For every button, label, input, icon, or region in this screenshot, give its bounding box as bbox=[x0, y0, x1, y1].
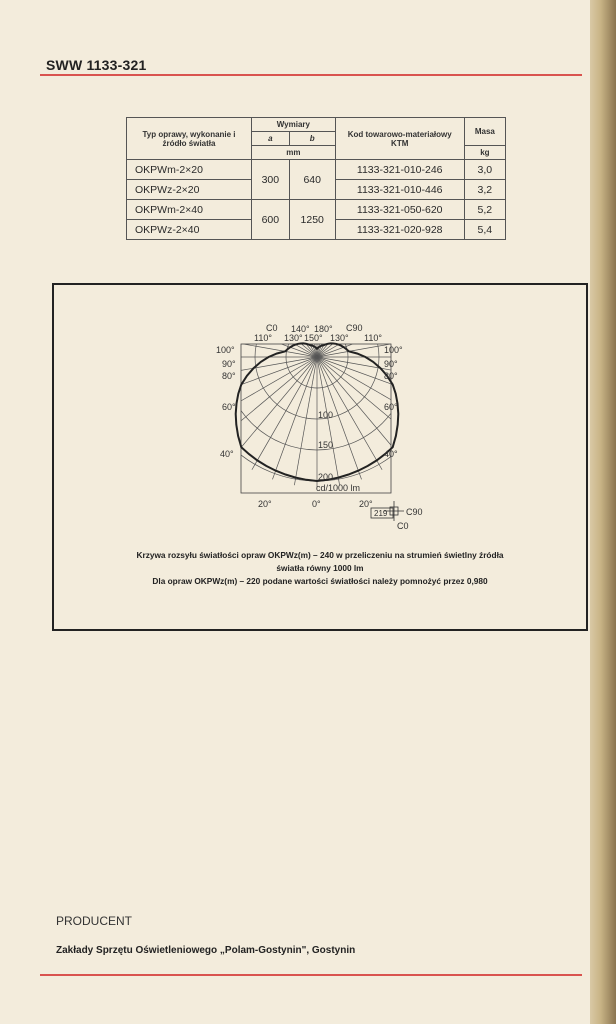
table-row bbox=[127, 160, 506, 180]
angle-label: 110° bbox=[364, 333, 382, 343]
cell-a: 600 bbox=[252, 200, 290, 240]
col-header-mass-unit: kg bbox=[464, 146, 505, 160]
col-header-mass: Masa bbox=[464, 118, 505, 146]
col-header-dim-unit: mm bbox=[252, 146, 336, 160]
caption-line: światła równy 1000 lm bbox=[276, 563, 364, 573]
cell-code: 1133-321-010-446 bbox=[335, 180, 464, 200]
unit-label: cd/1000 lm bbox=[316, 483, 361, 493]
angle-label: 20° bbox=[359, 499, 373, 509]
col-header-dimensions: Wymiary bbox=[252, 118, 336, 132]
angle-label: 90° bbox=[384, 359, 398, 369]
angle-label: 130° bbox=[284, 333, 303, 343]
cell-mass: 3,2 bbox=[464, 180, 505, 200]
radial-label: 100 bbox=[318, 410, 334, 420]
angle-label: 180° bbox=[314, 324, 333, 334]
c0-label: C0 bbox=[397, 521, 409, 531]
diagram-caption bbox=[60, 549, 580, 588]
cell-code: 1133-321-050-620 bbox=[335, 200, 464, 220]
angle-label: 40° bbox=[220, 449, 234, 459]
angle-label: 110° bbox=[254, 333, 272, 343]
c0-label-top: C0 bbox=[266, 323, 278, 333]
angle-label: 100° bbox=[384, 345, 403, 355]
cell-type: OKPWm-2×40 bbox=[127, 200, 252, 220]
cell-code: 1133-321-010-246 bbox=[335, 160, 464, 180]
angle-label: 150° bbox=[304, 333, 323, 343]
caption-line: Krzywa rozsyłu światłości opraw OKPWz(m) – 240 w przeliczeniu na strumień świetlny źródła bbox=[136, 550, 504, 560]
grid-ray bbox=[317, 285, 382, 357]
angle-label: 40° bbox=[384, 449, 398, 459]
spec-table bbox=[126, 117, 506, 240]
angle-label: 130° bbox=[330, 333, 349, 343]
angle-label: 60° bbox=[222, 402, 236, 412]
table-row bbox=[127, 200, 506, 220]
figure-number: 219 bbox=[374, 509, 388, 518]
angle-label: 90° bbox=[222, 359, 236, 369]
col-header-a: a bbox=[252, 132, 290, 146]
producer-label: PRODUCENT bbox=[56, 914, 133, 928]
angle-label: 80° bbox=[222, 371, 236, 381]
cell-mass: 5,4 bbox=[464, 220, 505, 240]
cell-b: 1250 bbox=[289, 200, 335, 240]
angle-label: 80° bbox=[384, 371, 398, 381]
grid-ray bbox=[252, 285, 317, 357]
producer-name: Zakłady Sprzętu Oświetleniowego „Polam-Gostynin", Gostynin bbox=[56, 945, 356, 956]
col-header-code: Kod towarowo-materiałowy KTM bbox=[335, 118, 464, 160]
c90-label-top: C90 bbox=[346, 323, 363, 333]
angle-label: 20° bbox=[258, 499, 272, 509]
col-header-b: b bbox=[289, 132, 335, 146]
cell-mass: 5,2 bbox=[464, 200, 505, 220]
cell-type: OKPWm-2×20 bbox=[127, 160, 252, 180]
footer-rule bbox=[40, 974, 582, 976]
angle-label: 140° bbox=[291, 324, 310, 334]
cell-b: 640 bbox=[289, 160, 335, 200]
caption-line: Dla opraw OKPWz(m) – 220 podane wartości światłości należy pomnożyć przez 0,980 bbox=[152, 576, 488, 586]
angle-label: 100° bbox=[216, 345, 235, 355]
standard-code: SWW 1133-321 bbox=[46, 57, 147, 73]
angle-label: 0° bbox=[312, 499, 321, 509]
col-header-type: Typ oprawy, wykonanie i źródło światła bbox=[127, 118, 252, 160]
radial-label: 200 bbox=[318, 472, 334, 482]
c90-label: C90 bbox=[406, 507, 423, 517]
page-edge bbox=[590, 0, 616, 1024]
angle-label: 60° bbox=[384, 402, 398, 412]
cell-a: 300 bbox=[252, 160, 290, 200]
header-rule bbox=[40, 74, 582, 76]
cell-type: OKPWz-2×20 bbox=[127, 180, 252, 200]
radial-label: 150 bbox=[318, 440, 334, 450]
cell-mass: 3,0 bbox=[464, 160, 505, 180]
cell-code: 1133-321-020-928 bbox=[335, 220, 464, 240]
cell-type: OKPWz-2×40 bbox=[127, 220, 252, 240]
